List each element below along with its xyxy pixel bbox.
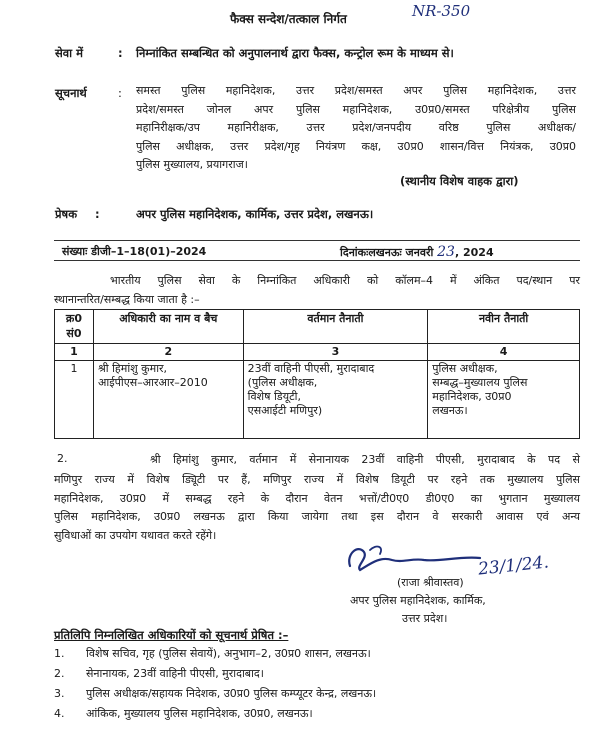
para2-line: श्री हिमांशु कुमार, वर्तमान में सेनानायक 23वीं वाहिनी पीएसी, मुरादाबाद के पद से [150,453,580,466]
suchanarth-line: महानिरीक्षक/उप महानिरीक्षक, उत्तर प्रदेश/जनपदीय वरिष्ठ पुलिस अधीक्षक/ [136,121,576,134]
para2-line: सुविधाओं का उपयोग यथावत करते रहेंगे। [54,528,217,542]
cell-new: पुलिस अधीक्षक, सम्बद्ध–मुख्यालय पुलिस महानिदेशक, उ0प्र0 लखनऊ। [428,361,580,439]
suchanarth-label: सूचनार्थ [55,86,87,100]
document-title: फैक्स सन्देश/तत्काल निर्गत [230,12,347,26]
ref-date [340,244,494,260]
suchanarth-text [136,82,576,175]
divider-line [54,240,580,241]
para2-line: महानिदेशक, उ0प्र0 में सम्बद्ध रहने के दौरान वेतन भत्तों/टी0ए0 डी0ए0 का भुगतान मुख्यालय [54,491,580,505]
signatory-name: (राजा श्रीवास्तव) [397,576,464,589]
suchanarth-line: पुलिस मुख्यालय, प्रयागराज। [136,158,248,171]
ref-date-prefix: दिनांकःलखनऊः जनवरी [340,246,434,259]
seva-colon: : [118,46,123,60]
header-sno: क्र0 सं0 [55,310,94,344]
copy-heading: प्रतिलिपि निम्नलिखित अधिकारियों को सूचनार्थ प्रेषित :– [54,628,289,642]
colnum: 4 [428,344,580,361]
table-header-row [55,310,580,344]
header-new: नवीन तैनाती [428,310,580,344]
colnum: 2 [93,344,243,361]
ref-date-year: , 2024 [454,246,494,259]
cell-officer: श्री हिमांशु कुमार, आईपीएस–आरआर–2010 [93,361,243,439]
signature-date: 23/1/24. [477,552,550,580]
suchanarth-line: पुलिस अधीक्षक, उत्तर प्रदेश/गृह नियंत्रण कक्ष, उ0प्र0 शासन/वित्त नियंत्रक, उ0प्र0 [136,139,576,153]
divider-line [54,260,580,261]
preshak-text: अपर पुलिस महानिदेशक, कार्मिक, उत्तर प्रदेश, लखनऊ। [136,207,374,221]
signature-scribble [340,536,490,578]
ref-number: संख्याः डीजी–1–18(01)–2024 [62,245,207,258]
signatory-designation: अपर पुलिस महानिदेशक, कार्मिक, [350,594,486,607]
cell-sno: 1 [55,361,94,439]
para2-line: पुलिस महानिदेशक, उ0प्र0 लखनऊ द्वारा किया जायेगा तथा इस दौरान वे सरकारी आवास एवं अन्य [54,510,580,523]
header-officer: अधिकारी का नाम व बैच [93,310,243,344]
copy-list [54,646,376,726]
colnum: 1 [55,344,94,361]
header-current: वर्तमान तैनाती [243,310,428,344]
table-colnum-row [55,344,580,361]
delivery-note: (स्थानीय विशेष वाहक द्वारा) [400,174,519,188]
preshak-colon: : [95,207,100,221]
seva-label: सेवा में [55,46,84,60]
posting-table [54,309,580,439]
list-item: 3. पुलिस अधीक्षक/सहायक निदेशक, उ0प्र0 पुलिस कम्प्यूटर केन्द्र, लखनऊ। [54,687,377,700]
list-item: 2. सेनानायक, 23वीं वाहिनी पीएसी, मुरादाबाद। [54,667,264,680]
intro-line: स्थानान्तरित/सम्बद्ध किया जाता है :– [54,293,200,306]
para2-line: मणिपुर राज्य में विशेष ड्यिूटी पर हैं, मणिपुर राज्य में विशेष डियूटी पर रहने तक मुख्यालय पुलिस [54,473,580,486]
suchanarth-line: प्रदेश/समस्त जोनल अपर पुलिस महानिदेशक, उ0प्र0/समस्त परिक्षेत्रीय पुलिस [136,102,576,116]
suchanarth-colon: : [118,86,122,100]
preshak-label: प्रेषक [55,207,78,221]
suchanarth-line: समस्त पुलिस महानिदेशक, उत्तर प्रदेश/समस्त अपर पुलिस महानिदेशक, उत्तर [136,84,576,97]
ref-date-day: 23 [437,244,455,260]
handwritten-reference: NR-350 [412,2,471,20]
cell-current: 23वीं वाहिनी पीएसी, मुरादाबाद (पुलिस अधीक्षक, विशेष डियूटी, एसआईटी मणिपुर) [243,361,428,439]
list-item: 1. विशेष सचिव, गृह (पुलिस सेवायें), अनुभाग–2, उ0प्र0 शासन, लखनऊ। [54,647,371,660]
para2-number: 2. [57,452,68,465]
para2-body [54,471,580,545]
table-row [55,361,580,439]
signatory-state: उत्तर प्रदेश। [402,612,448,625]
colnum: 3 [243,344,428,361]
seva-text: निम्नांकित सम्बन्धित को अनुपालनार्थ द्वारा फैक्स, कन्ट्रोल रूम के माध्यम से। [136,46,454,60]
list-item: 4. आंकिक, मुख्यालय पुलिस महानिदेशक, उ0प्र0, लखनऊ। [54,707,313,720]
intro-line: भारतीय पुलिस सेवा के निम्नांकित अधिकारी को कॉलम–4 में अंकित पद/स्थान पर [110,274,580,287]
